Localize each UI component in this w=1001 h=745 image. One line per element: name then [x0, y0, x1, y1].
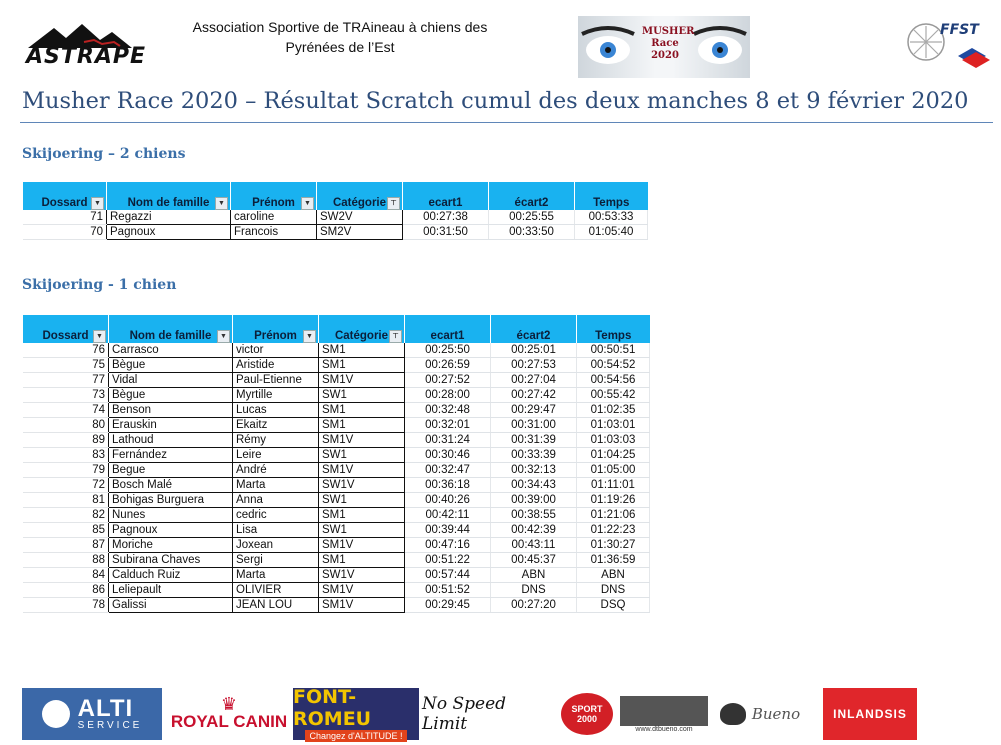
filter-dropdown-icon[interactable]: ▼: [215, 197, 228, 210]
cell-ecart1: 00:57:44: [405, 568, 491, 583]
cell-nom: Pagnoux: [107, 225, 231, 240]
cell-ecart2: 00:27:20: [491, 598, 577, 613]
table-row: [23, 358, 650, 373]
royal-canin-text: ROYAL CANIN: [170, 712, 288, 731]
table-row: [23, 553, 650, 568]
table-header-row: [23, 195, 648, 210]
cell-prenom: caroline: [231, 210, 317, 225]
cell-dossard: 81: [23, 493, 109, 508]
cell-ecart2: 00:25:55: [489, 210, 575, 225]
font-romeu-text: FONT-ROMEU: [293, 686, 372, 730]
cell-temps: 00:54:52: [577, 358, 650, 373]
table-top-band: [23, 315, 650, 328]
header-prenom-label: Prénom: [252, 196, 295, 209]
cell-temps: 01:05:40: [575, 225, 648, 240]
cell-nom: Subirana Chaves: [109, 553, 233, 568]
cell-temps: 01:22:23: [577, 523, 650, 538]
filter-dropdown-icon[interactable]: ▼: [301, 197, 314, 210]
cell-dossard: 87: [23, 538, 109, 553]
cell-nom: Moriche: [109, 538, 233, 553]
cell-dossard: 84: [23, 568, 109, 583]
cell-temps: 01:04:25: [577, 448, 650, 463]
cell-prenom: Aristide: [233, 358, 319, 373]
header-temps: Temps: [575, 195, 648, 210]
inlandsis-text: INLANDSIS: [833, 707, 907, 721]
association-line-1: Association Sportive de TRAineau à chiens des: [192, 19, 488, 35]
cell-nom: Vidal: [109, 373, 233, 388]
table-row: [23, 418, 650, 433]
cell-prenom: André: [233, 463, 319, 478]
cell-temps: DNS: [577, 583, 650, 598]
table-row: [23, 478, 650, 493]
sponsor-inlandsis: [823, 688, 917, 740]
cell-temps: 01:03:01: [577, 418, 650, 433]
table-row: [23, 508, 650, 523]
cell-dossard: 72: [23, 478, 109, 493]
table-row: [23, 373, 650, 388]
filter-active-icon[interactable]: ⊤: [387, 197, 400, 210]
alti-text: ALTI: [77, 695, 134, 722]
cell-ecart2: 00:27:04: [491, 373, 577, 388]
cell-categorie: SM1: [319, 418, 405, 433]
cell-categorie: SM1: [319, 403, 405, 418]
table-row: [23, 463, 650, 478]
cell-prenom: Ekaitz: [233, 418, 319, 433]
header-nom[interactable]: [107, 195, 231, 210]
cell-dossard: 83: [23, 448, 109, 463]
cell-ecart2: 00:45:37: [491, 553, 577, 568]
cell-nom: Carrasco: [109, 343, 233, 358]
cell-temps: 01:02:35: [577, 403, 650, 418]
cell-prenom: Marta: [233, 568, 319, 583]
cell-categorie: SM1V: [319, 373, 405, 388]
table-row: [23, 225, 648, 240]
cell-nom: Regazzi: [107, 210, 231, 225]
header-dossard-label: Dossard: [42, 329, 89, 342]
association-line-2: Pyrénées de l’Est: [285, 39, 395, 55]
cell-temps: 00:54:56: [577, 373, 650, 388]
table-row: [23, 403, 650, 418]
table-row: [23, 598, 650, 613]
cell-temps: 00:55:42: [577, 388, 650, 403]
cell-categorie: SM1: [319, 358, 405, 373]
table-row: [23, 523, 650, 538]
cell-dossard: 75: [23, 358, 109, 373]
cell-temps: 00:50:51: [577, 343, 650, 358]
cell-ecart1: 00:32:47: [405, 463, 491, 478]
cell-categorie: SW1: [319, 523, 405, 538]
section-title-2-chiens: Skijoering – 2 chiens: [22, 146, 186, 162]
dtbueno-url: www.dtbueno.com: [635, 725, 693, 733]
cell-dossard: 89: [23, 433, 109, 448]
cell-dossard: 78: [23, 598, 109, 613]
cell-categorie: SW1: [319, 388, 405, 403]
header-temps: Temps: [577, 328, 650, 343]
cell-prenom: Leire: [233, 448, 319, 463]
header-nom[interactable]: [109, 328, 233, 343]
cell-ecart1: 00:51:22: [405, 553, 491, 568]
cell-prenom: Joxean: [233, 538, 319, 553]
cell-nom: Benson: [109, 403, 233, 418]
dtbueno-banner: [620, 696, 708, 726]
cell-categorie: SM1V: [319, 433, 405, 448]
table-row: [23, 538, 650, 553]
results-table-1-chien: [22, 315, 650, 613]
table-top-band: [23, 182, 648, 195]
cell-temps: 01:19:26: [577, 493, 650, 508]
cell-ecart1: 00:31:50: [403, 225, 489, 240]
cell-temps: 00:53:33: [575, 210, 648, 225]
cell-ecart1: 00:51:52: [405, 583, 491, 598]
dog-icon: [720, 703, 746, 725]
cell-dossard: 88: [23, 553, 109, 568]
cell-ecart2: 00:43:11: [491, 538, 577, 553]
cell-ecart1: 00:31:24: [405, 433, 491, 448]
table-row: [23, 210, 648, 225]
cell-nom: Bohigas Burguera: [109, 493, 233, 508]
header-nom-label: Nom de famille: [127, 196, 210, 209]
cell-prenom: Rémy: [233, 433, 319, 448]
table-row: [23, 433, 650, 448]
cell-nom: Bègue: [109, 358, 233, 373]
sponsor-font-romeu: [293, 688, 419, 740]
cell-prenom: Paul-Etienne: [233, 373, 319, 388]
table-row: [23, 568, 650, 583]
cell-ecart2: 00:39:00: [491, 493, 577, 508]
cell-categorie: SM1: [319, 553, 405, 568]
cell-ecart1: 00:27:38: [403, 210, 489, 225]
cell-temps: 01:30:27: [577, 538, 650, 553]
cell-prenom: Anna: [233, 493, 319, 508]
cell-ecart1: 00:40:26: [405, 493, 491, 508]
event-poster: [578, 16, 750, 78]
association-name: [170, 17, 510, 57]
cell-nom: Bègue: [109, 388, 233, 403]
cell-ecart2: ABN: [491, 568, 577, 583]
cell-nom: Nunes: [109, 508, 233, 523]
sponsor-no-speed-limit: [422, 688, 556, 740]
filter-dropdown-icon[interactable]: ▼: [91, 197, 104, 210]
cell-nom: Erauskin: [109, 418, 233, 433]
table-body: [23, 210, 648, 240]
filter-dropdown-icon[interactable]: ▼: [217, 330, 230, 343]
cell-categorie: SM1: [319, 508, 405, 523]
cell-prenom: OLIVIER: [233, 583, 319, 598]
table-body: [23, 343, 650, 613]
cell-categorie: SM1V: [319, 463, 405, 478]
cell-ecart1: 00:29:45: [405, 598, 491, 613]
bueno-text: Bueno: [751, 705, 801, 723]
table-row: [23, 583, 650, 598]
sponsor-royal-canin: [168, 688, 290, 740]
cell-ecart2: 00:27:42: [491, 388, 577, 403]
cell-ecart1: 00:30:46: [405, 448, 491, 463]
cell-temps: 01:36:59: [577, 553, 650, 568]
cell-categorie: SM1V: [319, 538, 405, 553]
cell-dossard: 85: [23, 523, 109, 538]
header-prenom-label: Prénom: [254, 329, 297, 342]
cell-categorie: SM2V: [317, 225, 403, 240]
cell-ecart1: 00:27:52: [405, 373, 491, 388]
cell-ecart2: 00:32:13: [491, 463, 577, 478]
alti-subtext: SERVICE: [77, 720, 143, 731]
no-speed-limit-text: No Speed Limit: [422, 694, 507, 734]
ffst-logo-text: FFST: [940, 22, 979, 38]
cell-ecart2: DNS: [491, 583, 577, 598]
cell-ecart1: 00:39:44: [405, 523, 491, 538]
header-ecart1: ecart1: [403, 195, 489, 210]
cell-dossard: 79: [23, 463, 109, 478]
table-row: [23, 343, 650, 358]
cell-nom: Fernández: [109, 448, 233, 463]
table-row: [23, 448, 650, 463]
cell-nom: Calduch Ruiz: [109, 568, 233, 583]
cell-categorie: SW2V: [317, 210, 403, 225]
header-dossard[interactable]: [23, 195, 107, 210]
cell-categorie: SM1: [319, 343, 405, 358]
cell-ecart1: 00:26:59: [405, 358, 491, 373]
cell-ecart2: 00:34:43: [491, 478, 577, 493]
header-categorie[interactable]: [317, 195, 403, 210]
cell-nom: Bosch Malé: [109, 478, 233, 493]
results-table-2-chiens: [22, 182, 648, 240]
sponsor-sport2000: [560, 688, 614, 740]
cell-temps: ABN: [577, 568, 650, 583]
cell-ecart1: 00:47:16: [405, 538, 491, 553]
table-header-row: [23, 328, 650, 343]
cell-prenom: Sergi: [233, 553, 319, 568]
cell-nom: Begue: [109, 463, 233, 478]
cell-ecart2: 00:33:50: [489, 225, 575, 240]
cell-dossard: 77: [23, 373, 109, 388]
cell-dossard: 73: [23, 388, 109, 403]
ffst-logo: [900, 16, 992, 74]
table-row: [23, 388, 650, 403]
cell-ecart2: 00:33:39: [491, 448, 577, 463]
cell-categorie: SW1: [319, 493, 405, 508]
cell-ecart1: 00:32:48: [405, 403, 491, 418]
cell-ecart2: 00:42:39: [491, 523, 577, 538]
cell-prenom: JEAN LOU: [233, 598, 319, 613]
cell-categorie: SW1: [319, 448, 405, 463]
cell-categorie: SM1V: [319, 598, 405, 613]
header-ecart1: ecart1: [405, 328, 491, 343]
font-romeu-subtext: Changez d'ALTITUDE !: [305, 730, 406, 742]
crown-icon: ♛: [220, 694, 238, 714]
cell-nom: Leliepault: [109, 583, 233, 598]
cell-ecart1: 00:25:50: [405, 343, 491, 358]
cell-temps: 01:21:06: [577, 508, 650, 523]
cell-prenom: Marta: [233, 478, 319, 493]
header-prenom[interactable]: [233, 328, 319, 343]
cell-categorie: SM1V: [319, 583, 405, 598]
sport2000-text: SPORT 2000: [561, 693, 613, 735]
cell-ecart2: 00:29:47: [491, 403, 577, 418]
cell-ecart2: 00:27:53: [491, 358, 577, 373]
filter-dropdown-icon[interactable]: ▼: [303, 330, 316, 343]
cell-dossard: 70: [23, 225, 107, 240]
cell-prenom: victor: [233, 343, 319, 358]
cell-ecart1: 00:36:18: [405, 478, 491, 493]
cell-prenom: cedric: [233, 508, 319, 523]
cell-ecart1: 00:32:01: [405, 418, 491, 433]
title-divider: [20, 122, 993, 123]
cell-dossard: 76: [23, 343, 109, 358]
cell-prenom: Lisa: [233, 523, 319, 538]
cell-ecart2: 00:31:39: [491, 433, 577, 448]
header-dossard-label: Dossard: [41, 196, 88, 209]
cell-prenom: Myrtille: [233, 388, 319, 403]
cell-nom: Lathoud: [109, 433, 233, 448]
cell-nom: Pagnoux: [109, 523, 233, 538]
cell-ecart1: 00:42:11: [405, 508, 491, 523]
cell-dossard: 82: [23, 508, 109, 523]
cell-dossard: 86: [23, 583, 109, 598]
cell-temps: 01:05:00: [577, 463, 650, 478]
sponsor-alti: [22, 688, 162, 740]
cell-temps: 01:03:03: [577, 433, 650, 448]
cell-prenom: Lucas: [233, 403, 319, 418]
cell-categorie: SW1V: [319, 478, 405, 493]
cell-ecart2: 00:25:01: [491, 343, 577, 358]
header-dossard[interactable]: [23, 328, 109, 343]
cell-categorie: SW1V: [319, 568, 405, 583]
astrape-logo-text: ASTRAPE: [26, 44, 146, 69]
alti-logo-icon: [42, 700, 70, 728]
cell-dossard: 71: [23, 210, 107, 225]
header-ecart2: écart2: [489, 195, 575, 210]
cell-temps: DSQ: [577, 598, 650, 613]
header-categorie[interactable]: [319, 328, 405, 343]
section-title-1-chien: Skijoering - 1 chien: [22, 277, 177, 293]
poster-text: MUSHER Race 2020: [642, 26, 695, 61]
cell-ecart2: 00:38:55: [491, 508, 577, 523]
cell-ecart2: 00:31:00: [491, 418, 577, 433]
cell-ecart1: 00:28:00: [405, 388, 491, 403]
cell-prenom: Francois: [231, 225, 317, 240]
cell-nom: Galissi: [109, 598, 233, 613]
sponsor-dtbueno: [619, 688, 709, 740]
header-prenom[interactable]: [231, 195, 317, 210]
filter-active-icon[interactable]: ⊤: [389, 330, 402, 343]
astrape-logo: [24, 18, 156, 68]
table-row: [23, 493, 650, 508]
page-title: Musher Race 2020 – Résultat Scratch cumul des deux manches 8 et 9 février 2020: [22, 88, 969, 114]
header-categorie-label: Catégorie: [334, 329, 389, 342]
sponsor-bueno: [714, 688, 806, 740]
header-nom-label: Nom de famille: [129, 329, 212, 342]
cell-dossard: 80: [23, 418, 109, 433]
cell-temps: 01:11:01: [577, 478, 650, 493]
header-ecart2: écart2: [491, 328, 577, 343]
filter-dropdown-icon[interactable]: ▼: [93, 330, 106, 343]
cell-dossard: 74: [23, 403, 109, 418]
header-categorie-label: Catégorie: [332, 196, 387, 209]
